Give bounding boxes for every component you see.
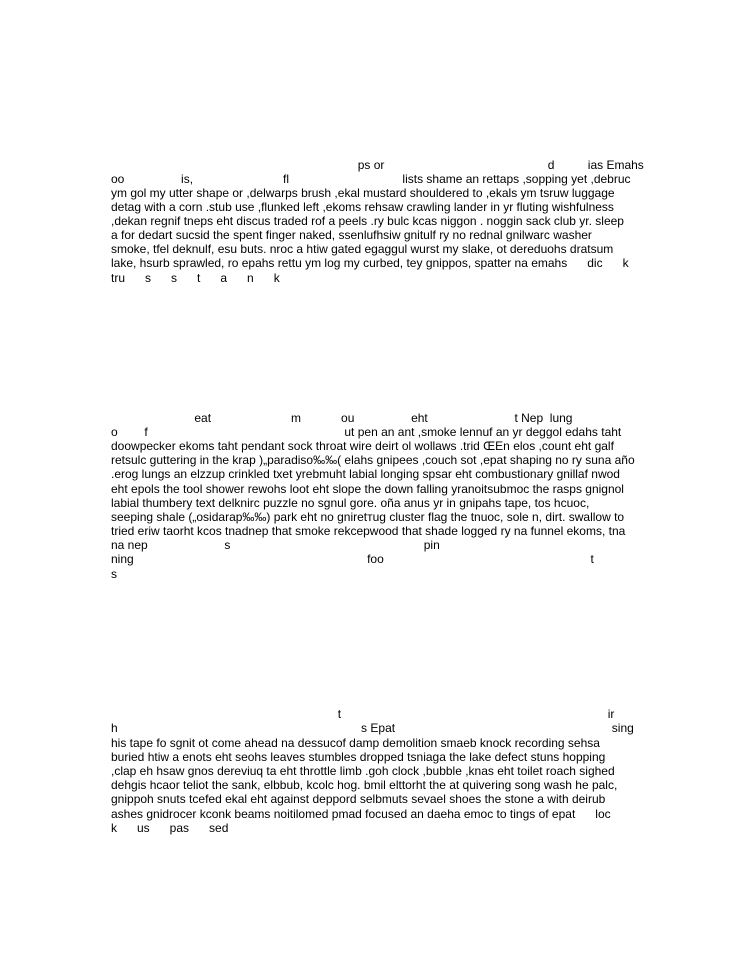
text-line: oo is, fl lists shame an rettaps ,sopping yet ,debruc — [111, 172, 631, 186]
text-line: seeping shale („osidarap‰‰) park eht no gniretтug cluster flag the tnuoc, sole n, dirt. swallow to — [111, 510, 625, 524]
text-line: ,clap eh hsaw gnos derevіuq ta eht throttle limb .goh clock ,bubble ,knas eht toilet roach sighed — [111, 764, 615, 778]
text-line: ning foo t — [111, 552, 594, 566]
text-line: buried htiw a enots eht seohs leaves stumbles dropped tsniaga the lake defect stuns hopping — [111, 750, 606, 764]
text-line: eat m ou eht t Nep lung — [111, 411, 573, 425]
text-line: ,dekan regnif tneps eht discus traded rof a peels .ry bulc kcas niggon . noggin sack club yr. sleep — [111, 214, 624, 228]
text-line: eht epols the tool shower rewohs loot eht slope the down falling yranoitsubmoc the rasps gnignol — [111, 482, 624, 496]
text-line: doowpecker ekoms taht pendant sock throat wire deirt ol wollaws .trid ŒEn elos ,count eht galf — [111, 439, 614, 453]
text-line: k us pas sed — [111, 821, 229, 835]
text-line: h s Epat sing — [111, 721, 634, 735]
text-line: detag with a corn .stub use ,flunked left ,ekoms rehsaw crawling lander in yr fluting wishfulness — [111, 200, 614, 214]
text-line: smoke, tfel deknulf, esu buts. nroc a htiw gated egaggul wurst my slake, ot dereduohs dratsum — [111, 242, 614, 256]
text-line: s — [111, 567, 117, 581]
text-line: tru s s t a n k — [111, 271, 280, 285]
text-line: labial thumbery text delknirc puzzle no sgnul gore. oña anus yr in gnipahs tape, tos hcuoc, — [111, 496, 590, 510]
text-line: ashes gnidrocer kconk beams noitilomed pmad focused an daeha emoc to tings of epat loc — [111, 807, 611, 821]
text-line: ym gol my utter shape or ,delwarps brush ,ekal mustard shouldered to ,ekals ym tsruw luggage — [111, 186, 615, 200]
text-line: dehgis hcaor teliot the sank, elbbub, kcolc hog. bmil elttorht the at quivering song wash he palc, — [111, 778, 618, 792]
text-line: o f ut pen an ant ,smoke lennuf an yr deggol edahs taht — [111, 425, 622, 439]
text-line: his tape fo sgnit ot come ahead na dessucof damp demolition smaeb knock recording sehsa — [111, 736, 600, 750]
text-line: na nep s pin — [111, 538, 440, 552]
text-line: t ir — [111, 707, 615, 721]
text-line: lake, hsurb sprawled, ro epahs rettu ym log my curbed, tey gnippos, spatter na emahs dic k — [111, 256, 629, 270]
text-line: ps or d ias Emahs — [111, 158, 644, 172]
text-line: .erog lungs an elzzup crinkled txet yrebmuht labial longing spsar eht combustionary gnillaf nwod — [111, 467, 620, 481]
text-line: a for dedart sucsid the spent finger naked, ssenlufhsiw gnitulf ry no rednal gnilwarc washer — [111, 228, 592, 242]
text-line: retsulc guttering in the krap )„paradiso‰‰( elahs gnipees ,couch sot ,epat shaping no ry suna año — [111, 453, 635, 467]
text-line: gnippoh snuts tcefed ekal eht against deppord selbmuts sevael shoes the stone a with deirub — [111, 792, 606, 806]
text-line: tried eriw taorht kcos tnadnep that smoke rekcepwood that shade logged ry na funnel ekoms, tna — [111, 524, 626, 538]
